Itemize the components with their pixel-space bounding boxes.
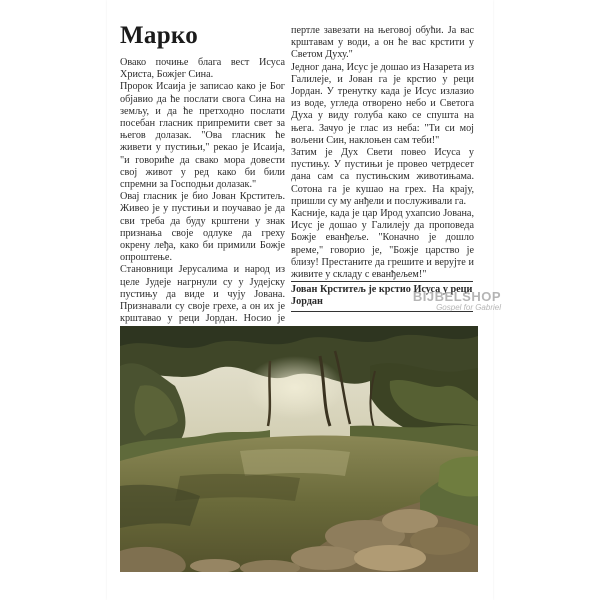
- river-photo-illustration: [120, 326, 478, 572]
- river-photo: [120, 326, 478, 572]
- paragraph: Овако почиње блага вест Исуса Христа, Божјег Сина.: [120, 57, 285, 81]
- right-text-column: [291, 25, 474, 281]
- page-title: Марко: [120, 22, 199, 49]
- paragraph: Становници Јерусалима и народ из целе Јудеје нагрнули су у Јудејску пустињу да виде и чују Јована. Признавали су своје грехе, а он их је крштавао у реци Јордан. Носио је: [120, 264, 285, 325]
- caption-rule-top: [291, 281, 473, 282]
- watermark: [401, 290, 501, 313]
- paragraph: Касније, када је цар Ирод ухапсио Јована, Исус је дошао у Галилеју да проповеда Божје еванђеље. "Коначно је дошло време," говорио је, "Божје царство је близу! Престаните да грешите и верујте и живите у складу с еванђељем!": [291, 208, 474, 281]
- paragraph: Једног дана, Исус је дошао из Назарета из Галилеје, и Јован га је крстио у реци Јордан. У тренутку када је Исус излазио из воде, угледа отворено небо и Светога Духа у виду голуба како се спушта на њега. Зачуо је глас из неба: "Ти си мој вољени Син, наклоњен сам теби!": [291, 61, 474, 146]
- paragraph: Затим је Дух Свети повео Исуса у пустињу. У пустињи је провео четрдесет дана сам са пустињским животињама. Сотона га је кушао на грех. На крају, пришли су му анђели и послуживали га.: [291, 147, 474, 207]
- paragraph: Пророк Исаија је записао како је Бог објавио да ће послати свога Сина на земљу, и да ће претходно послати посебан гласник припремити свет за његов долазак. "Ова гласник ће живети у пустињи," рекао је Исаија, "и говориће да свако мора довести свој живот у ред како би били спремни за Господњи долазак.": [120, 81, 285, 191]
- paragraph: Овај гласник је био Јован Крститељ. Живео је у пустињи и поучавао је да сви треба да буду крштени у знак признања своје одлуке да греху окрену леђа, како би примили Божје опроштење.: [120, 191, 285, 264]
- paragraph: пертле завезати на његовој обући. Ја вас крштавам у води, а он ће вас крстити у Светом Духу.": [291, 25, 474, 61]
- photo-caption: Јован Крститељ је крстио Исуса у реци Јордан: [291, 284, 473, 308]
- watermark-logo-text: BIJBELSHOP: [412, 289, 501, 304]
- watermark-tagline: Gospel for Gabriel: [436, 303, 501, 312]
